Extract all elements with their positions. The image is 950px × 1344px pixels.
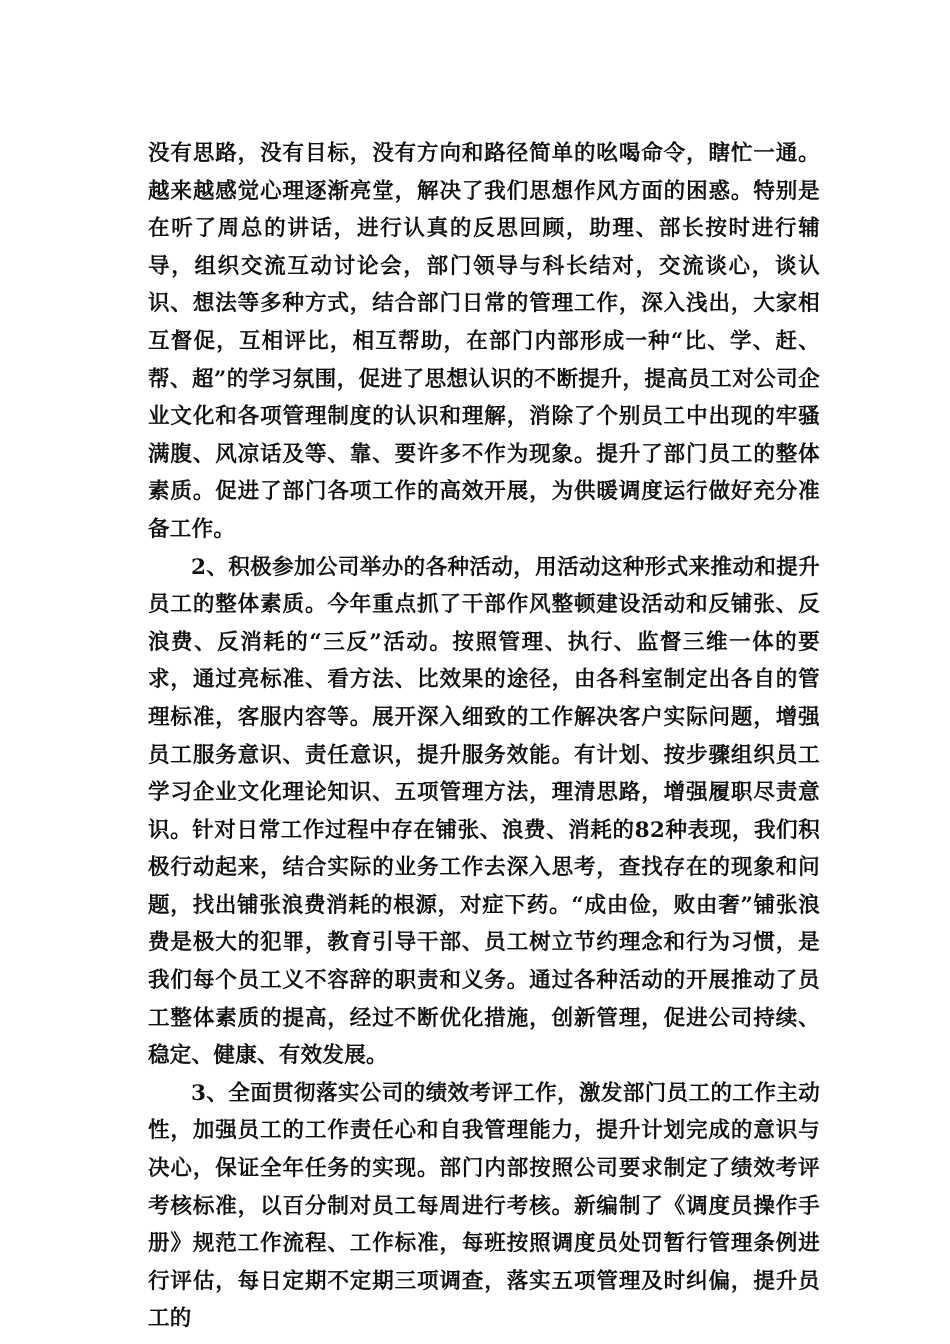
paragraph-3: 3、全面贯彻落实公司的绩效考评工作，激发部门员工的工作主动性，加强员工的工作责任心和自我管理能力，提升计划完成的意识与决心，保证全年任务的实现。部门内部按照公司要求制定了绩效考评考核标准，以百分制对员工每周进行考核。新编制了《调度员操作手册》规范工作流程、工作标准，每班按照调度员处罚暂行管理条例进行评估，每日定期不定期三项调查，落实五项管理及时纠偏，提升员工的 <box>148 1080 820 1332</box>
paragraph-2: 2、积极参加公司举办的各种活动，用活动这种形式来推动和提升员工的整体素质。今年重点抓了干部作风整顿建设活动和反铺张、反浪费、反消耗的“三反”活动。按照管理、执行、监督三维一体的要求，通过亮标准、看方法、比效果的途径，由各科室制定出各自的管理标准，客服内容等。展开深入细致的工作解决客户实际问题，增强员工服务意识、责任意识，提升服务效能。有计划、按步骤组织员工学习企业文化理论知识、五项管理方法，理清思路，增强履职尽责意识。针对日常工作过程中存在铺张、浪费、消耗的82种表现，我们积极行动起来，结合实际的业务工作去深入思考，查找存在的现象和问题，找出铺张浪费消耗的根源，对症下药。“成由俭，败由奢”铺张浪费是极大的犯罪，教育引导干部、员工树立节约理念和行为习惯，是我们每个员工义不容辞的职责和义务。通过各种活动的开展推动了员工整体素质的提高，经过不断优化措施，创新管理，促进公司持续、稳定、健康、有效发展。 <box>148 554 820 1069</box>
paragraph-1: 没有思路，没有目标，没有方向和路径简单的吆喝命令，瞎忙一通。越来越感觉心理逐渐亮堂，解决了我们思想作风方面的困惑。特别是在听了周总的讲话，进行认真的反思回顾，助理、部长按时进行辅导，组织交流互动讨论会，部门领导与科长结对，交流谈心，谈认识、想法等多种方式，结合部门日常的管理工作，深入浅出，大家相互督促，互相评比，相互帮助，在部门内部形成一种“比、学、赶、帮、超”的学习氛围，促进了思想认识的不断提升，提高员工对公司企业文化和各项管理制度的认识和理解，消除了个别员工中出现的牢骚满腹、风凉话及等、靠、要许多不作为现象。提升了部门员工的整体素质。促进了部门各项工作的高效开展，为供暖调度运行做好充分准备工作。 <box>148 141 820 542</box>
document-body <box>148 135 820 1338</box>
